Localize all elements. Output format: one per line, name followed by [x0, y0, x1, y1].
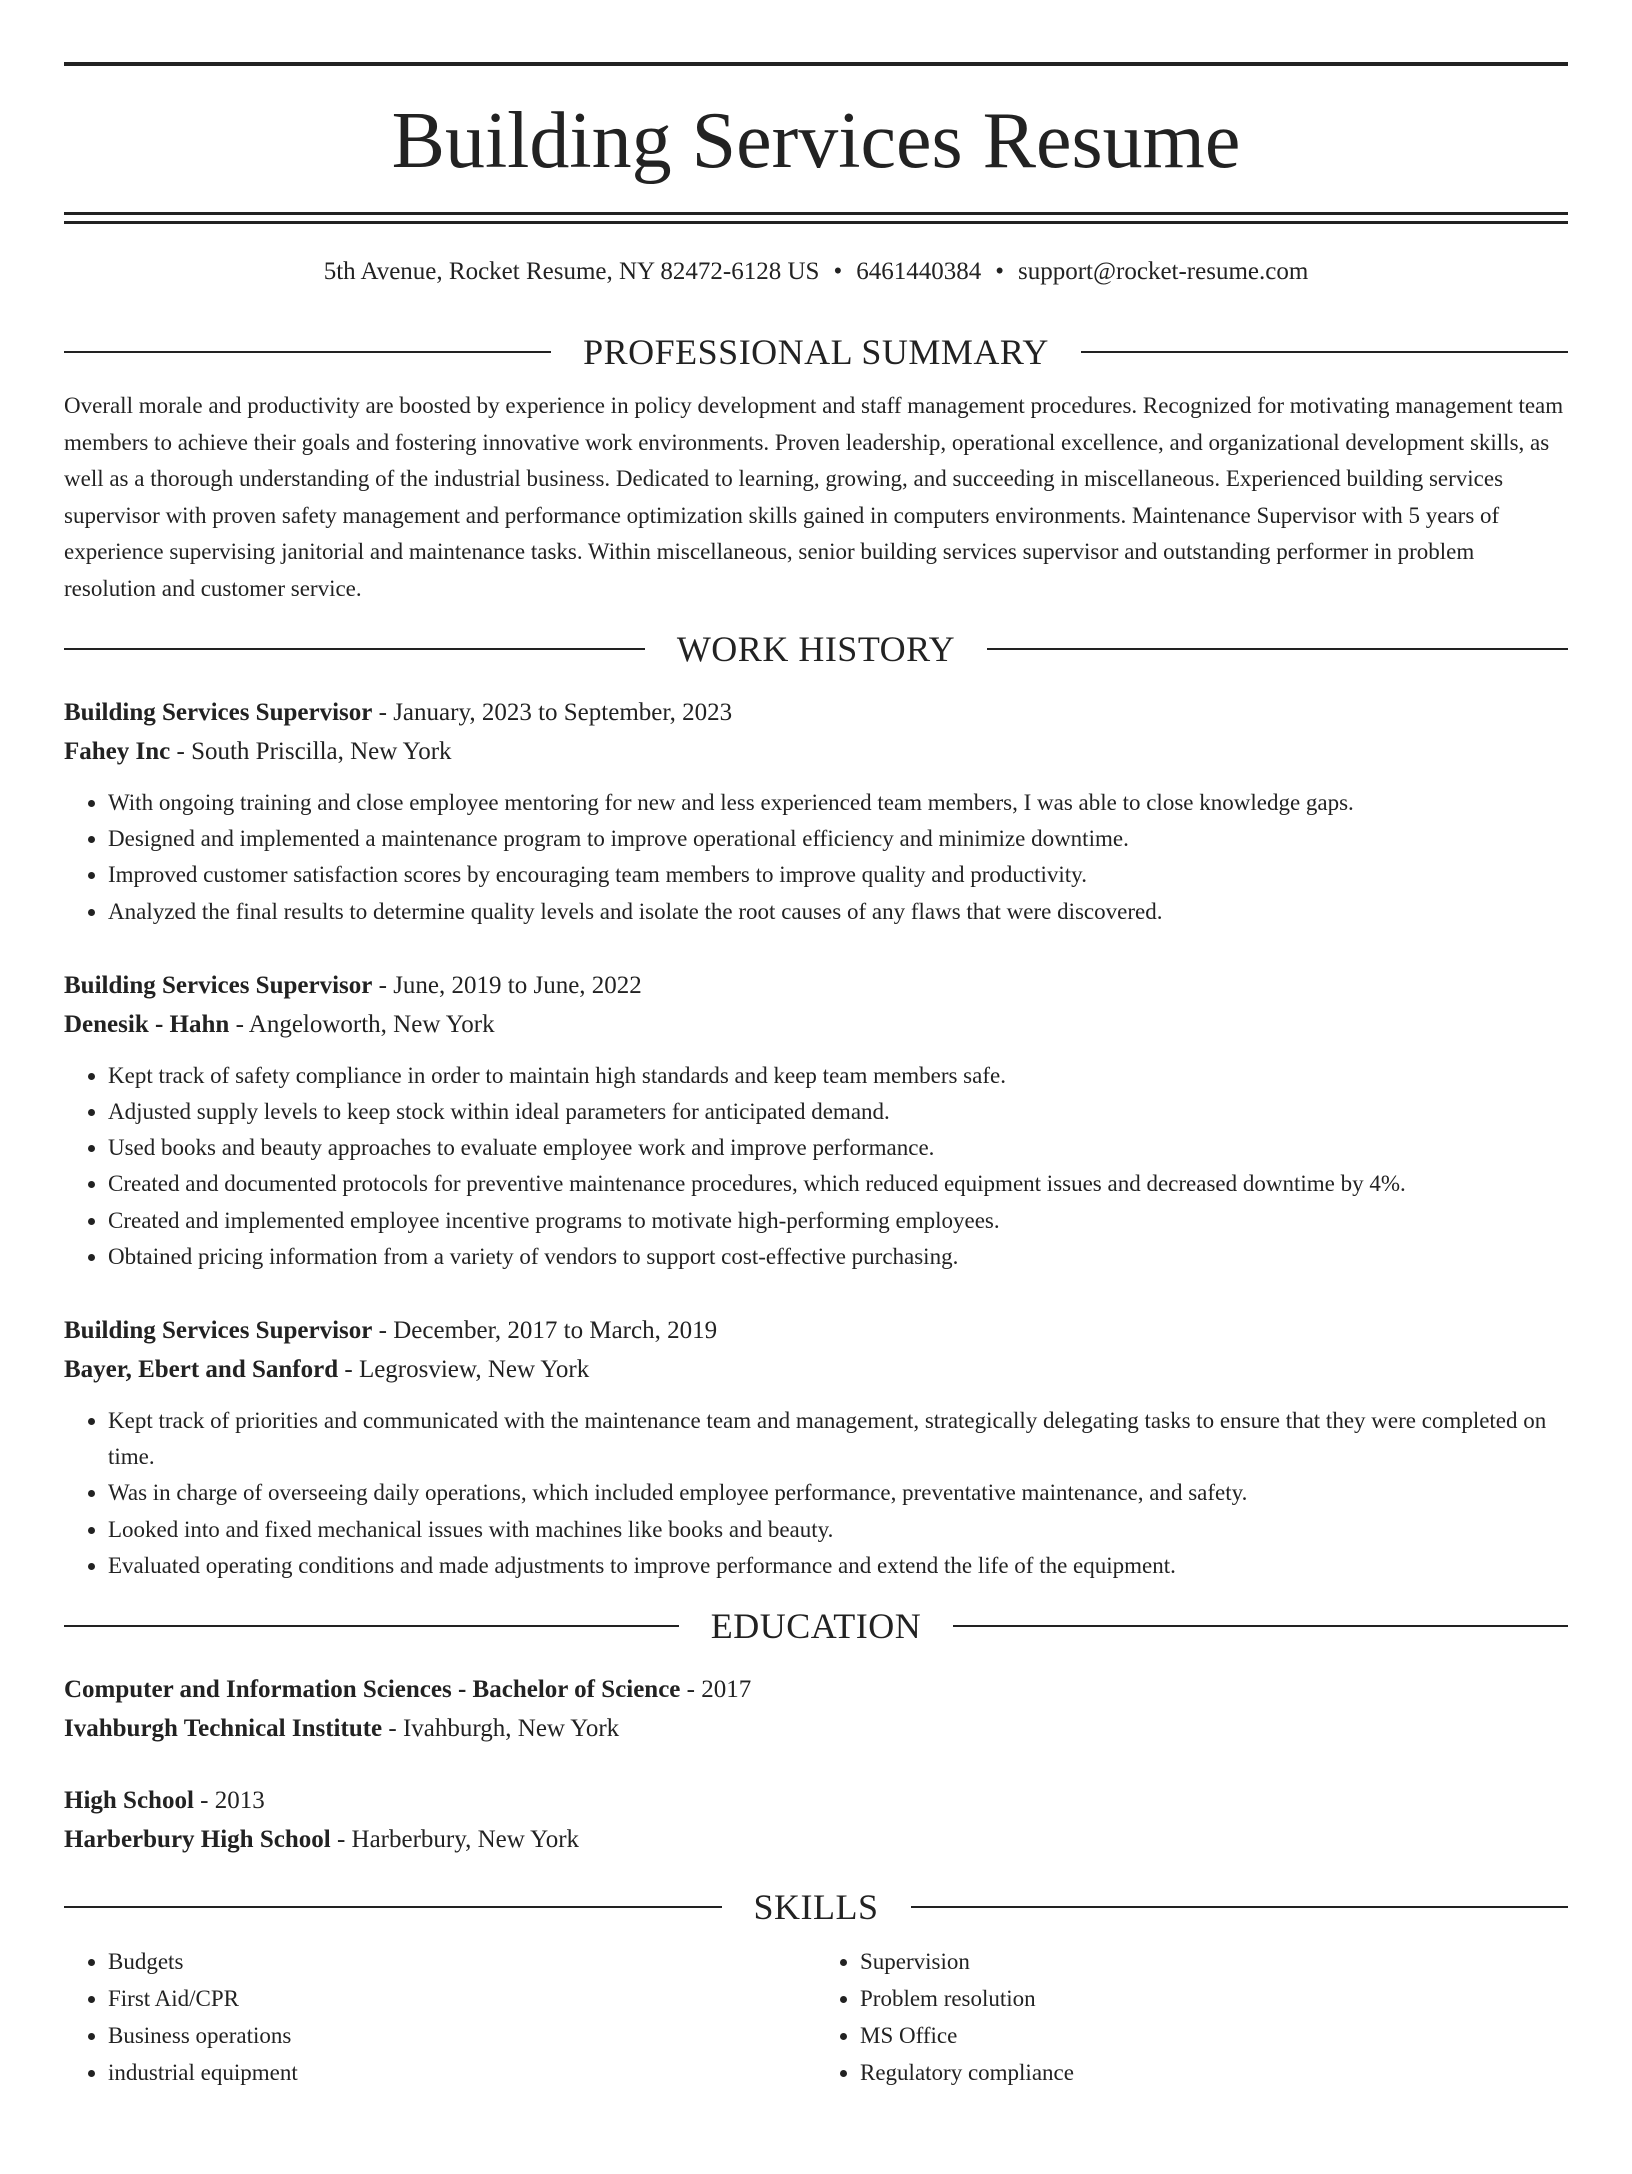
contact-line	[64, 258, 1568, 286]
section-header-summary	[64, 330, 1568, 374]
section-rule	[64, 351, 551, 353]
job-entry	[64, 966, 1568, 1275]
skill-item: • MS Office	[860, 2017, 1568, 2054]
job-title: Building Services Supervisor	[64, 699, 373, 726]
job-location: Legrosview, New York	[358, 1356, 590, 1384]
section-title-skills: SKILLS	[753, 1887, 879, 1928]
job-title: Building Services Supervisor	[64, 971, 373, 999]
job-dates: June, 2019 to June, 2022	[393, 971, 642, 999]
section-title-education: EDUCATION	[710, 1606, 922, 1647]
skill-item: • industrial equipment	[108, 2054, 816, 2091]
section-title-summary: PROFESSIONAL SUMMARY	[583, 332, 1049, 372]
job-company: Fahey Inc	[64, 738, 171, 765]
job-company: Bayer, Ebert and Sanford	[64, 1356, 339, 1384]
skills-column-right	[816, 1943, 1568, 2091]
top-rule	[64, 62, 1568, 66]
skill-item: • Regulatory compliance	[860, 2054, 1568, 2091]
education-entry	[64, 1670, 1568, 1748]
contact-email: support@rocket-resume.com	[1018, 258, 1309, 285]
section-header-skills	[64, 1885, 1568, 1929]
skills-column-left	[64, 1943, 816, 2091]
contact-phone: 6461440384	[856, 258, 982, 285]
skill-item: • Budgets	[108, 1943, 816, 1980]
job-bullets	[64, 1403, 1568, 1584]
education-degree: Computer and Information Sciences - Bachelor of Science	[64, 1676, 681, 1704]
job-bullet: • Improved customer satisfaction scores by encouraging team members to improve quality and productivity.	[108, 857, 1568, 893]
job-location: South Priscilla, New York	[191, 738, 452, 765]
job-bullet: • Analyzed the final results to determine quality levels and isolate the root causes of any flaws that were discovered.	[108, 894, 1568, 930]
job-bullet: • Created and documented protocols for preventive maintenance procedures, which reduced equipment issues and decreased downtime by 4%.	[108, 1166, 1568, 1202]
job-bullet: • Kept track of safety compliance in order to maintain high standards and keep team members safe.	[108, 1058, 1568, 1094]
section-rule	[64, 1625, 679, 1627]
skill-item: • Problem resolution	[860, 1980, 1568, 2017]
job-entry	[64, 693, 1568, 930]
section-title-work: WORK HISTORY	[676, 629, 956, 669]
education-degree-line: Computer and Information Sciences - Bachelor of Science - 2017	[64, 1676, 752, 1704]
job-bullets	[64, 785, 1568, 930]
job-entry	[64, 1311, 1568, 1584]
education-entry	[64, 1781, 1568, 1859]
section-rule	[64, 648, 645, 650]
section-rule	[64, 1906, 722, 1908]
contact-separator: •	[833, 258, 843, 285]
section-rule	[1081, 351, 1568, 353]
section-rule	[911, 1906, 1569, 1908]
job-bullet: • Evaluated operating conditions and made adjustments to improve performance and extend the life of the equipment.	[108, 1548, 1568, 1584]
job-company-line: Fahey Inc - South Priscilla, New York	[64, 738, 452, 765]
job-title-line: Building Services Supervisor - June, 2019 to June, 2022	[64, 971, 642, 999]
education-location: Harberbury, New York	[351, 1826, 580, 1854]
education-school-line: Harberbury High School - Harberbury, New York	[64, 1826, 580, 1854]
job-dates: December, 2017 to March, 2019	[393, 1317, 718, 1345]
section-rule	[953, 1625, 1568, 1627]
job-company: Denesik - Hahn	[64, 1010, 230, 1038]
section-header-work	[64, 627, 1568, 671]
job-bullet: • Created and implemented employee incentive programs to motivate high-performing employees.	[108, 1203, 1568, 1239]
job-bullet: • Used books and beauty approaches to evaluate employee work and improve performance.	[108, 1130, 1568, 1166]
job-company-line: Bayer, Ebert and Sanford - Legrosview, New York	[64, 1356, 590, 1384]
section-header-education	[64, 1604, 1568, 1648]
education-school: Harberbury High School	[64, 1826, 331, 1854]
job-company-line: Denesik - Hahn - Angeloworth, New York	[64, 1010, 495, 1038]
resume-page	[0, 62, 1632, 2174]
resume-title: Building Services Resume	[391, 97, 1241, 185]
contact-separator: •	[995, 258, 1004, 285]
job-dates: January, 2023 to September, 2023	[393, 699, 733, 726]
job-title: Building Services Supervisor	[64, 1317, 373, 1345]
job-bullet: • Was in charge of overseeing daily operations, which included employee performance, preventative maintenance, and safety.	[108, 1475, 1568, 1511]
job-bullet: • Obtained pricing information from a variety of vendors to support cost-effective purchasing.	[108, 1239, 1568, 1275]
job-bullet: • Adjusted supply levels to keep stock within ideal parameters for anticipated demand.	[108, 1094, 1568, 1130]
education-degree-line: High School - 2013	[64, 1787, 265, 1815]
job-bullet: • Designed and implemented a maintenance program to improve operational efficiency and minimize downtime.	[108, 821, 1568, 857]
job-bullet: • Looked into and fixed mechanical issues with machines like books and beauty.	[108, 1512, 1568, 1548]
job-title-line: Building Services Supervisor - January, 2023 to September, 2023	[64, 699, 733, 726]
skill-item: • Business operations	[108, 2017, 816, 2054]
job-bullet: • Kept track of priorities and communicated with the maintenance team and management, strategically delegating tasks to ensure that they were completed on time.	[108, 1403, 1568, 1475]
education-school: Ivahburgh Technical Institute	[64, 1715, 383, 1743]
skill-item: • First Aid/CPR	[108, 1980, 816, 2017]
education-school-line: Ivahburgh Technical Institute - Ivahburgh, New York	[64, 1715, 620, 1743]
skill-item: • Supervision	[860, 1943, 1568, 1980]
job-title-line: Building Services Supervisor - December, 2017 to March, 2019	[64, 1317, 718, 1345]
job-location: Angeloworth, New York	[248, 1010, 495, 1038]
education-year: 2013	[214, 1787, 265, 1815]
contact-address: 5th Avenue, Rocket Resume, NY 82472-6128 US	[323, 258, 820, 285]
skills-grid	[64, 1943, 1568, 2091]
education-degree: High School	[64, 1787, 194, 1815]
education-year: 2017	[701, 1676, 752, 1704]
double-rule	[64, 212, 1568, 224]
job-bullets	[64, 1058, 1568, 1275]
job-bullet: • With ongoing training and close employee mentoring for new and less experienced team members, I was able to close knowledge gaps.	[108, 785, 1568, 821]
section-rule	[987, 648, 1568, 650]
summary-text: Overall morale and productivity are boosted by experience in policy development and staff management procedures. Recognized for motivating management team members to achieve their goals and fostering innovative work environments. Proven leadership, operational excellence, and organizational development skills, as well as a thorough understanding of the industrial business. Dedicated to learning, growing, and succeeding in miscellaneous. Experienced building services supervisor with proven safety management and performance optimization skills gained in computers environments. Maintenance Supervisor with 5 years of experience supervising janitorial and maintenance tasks. Within miscellaneous, senior building services supervisor and outstanding performer in problem resolution and customer service.	[64, 393, 1564, 601]
education-location: Ivahburgh, New York	[402, 1715, 620, 1743]
